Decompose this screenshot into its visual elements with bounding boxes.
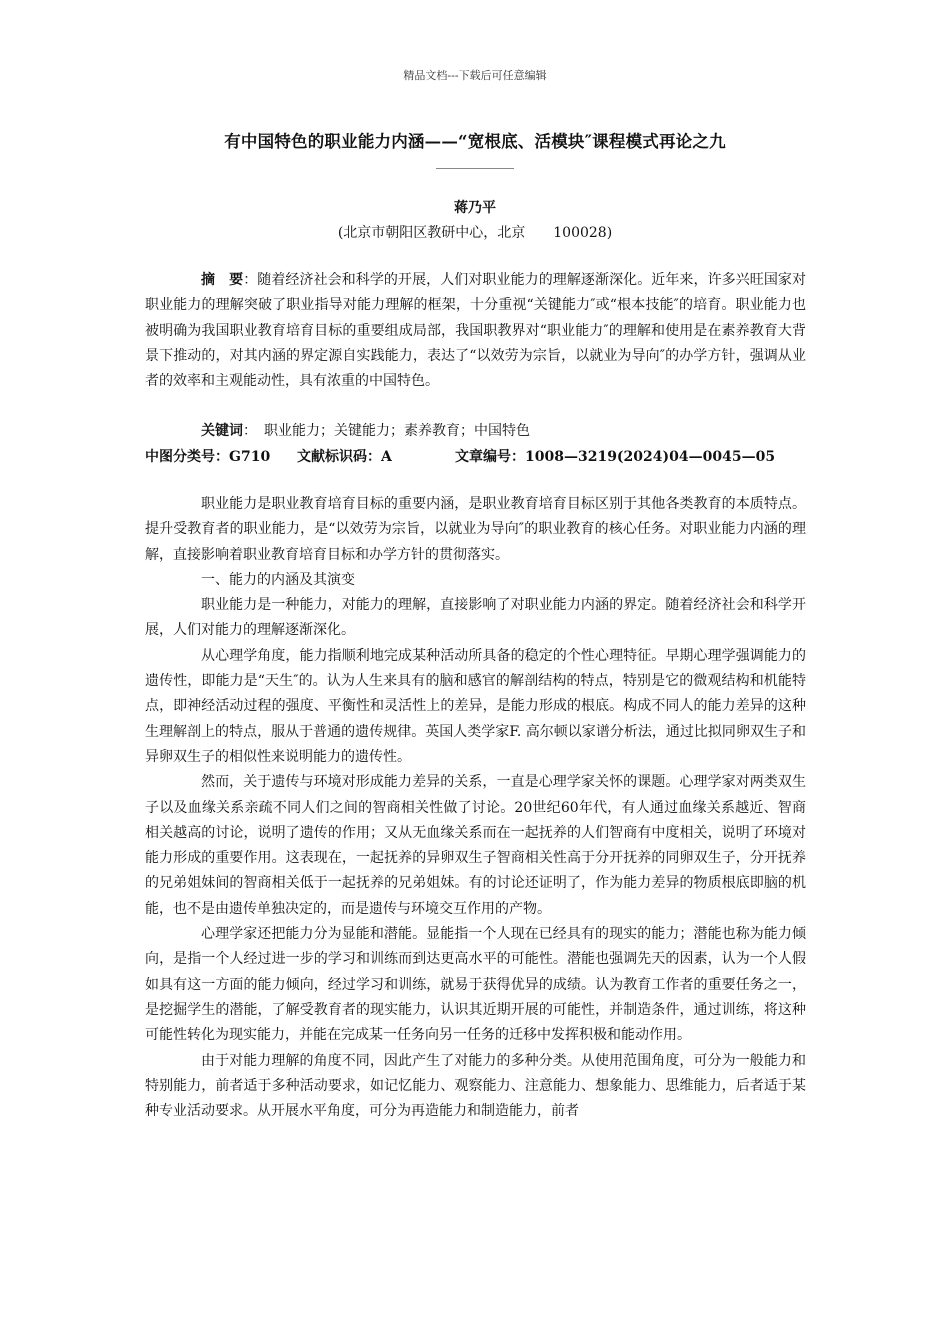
body-paragraph: 由于对能力理解的角度不同，因此产生了对能力的多种分类。从使用范围角度，可分为一般能力和特别能力，前者适于多种活动要求，如记忆能力、观察能力、注意能力、想象能力、思维能力，后者适于某种专业活动要求。从开展水平角度，可分为再造能力和制造能力，前者 [145, 1052, 806, 1120]
header-note: 精品文档---下载后可任意编辑 [403, 69, 547, 82]
section-heading: 一、能力的内涵及其演变 [201, 571, 355, 588]
keywords [201, 419, 530, 444]
keywords-text: ： 职业能力；关键能力；素养教育；中国特色 [243, 423, 530, 439]
author-affiliation: (北京市朝阳区教研中心，北京 100028) [337, 225, 613, 241]
title-divider [436, 168, 514, 169]
abstract-paragraph [145, 268, 806, 394]
body-paragraph: 从心理学角度，能力指顺利地完成某种活动所具备的稳定的个性心理特征。早期心理学强调能力的遗传性，即能力是“天生″的。认为人生来具有的脑和感官的解剖结构的特点，特别是它的微观结构和机能特点，即神经活动过程的强度、平衡性和灵活性上的差异，是能力形成的根底。构成不同人的能力差异的这种生理解剖上的特点，服从于普通的遗传规律。英国人类学家F. 高尔顿以家谱分析法，通过比拟同卵双生子和异卵双生子的相似性来说明能力的遗传性。 [145, 647, 806, 765]
body-paragraph: 职业能力是一种能力，对能力的理解，直接影响了对职业能力内涵的界定。随着经济社会和科学开展，人们对能力的理解逐渐深化。 [145, 597, 806, 639]
body-paragraph: 然而，关于遗传与环境对形成能力差异的关系，一直是心理学家关怀的课题。心理学家对两类双生子以及血缘关系亲疏不同人们之间的智商相关性做了讨论。20世纪60年代，有人通过血缘关系越近、智商相关越高的讨论，说明了遗传的作用；又从无血缘关系而在一起抚养的人们智商有中度相关，说明了环境对能力形成的重要作用。这表现在，一起抚养的异卵双生子智商相关性高于分开抚养的同卵双生子，分开抚养的兄弟姐妹间的智商相关低于一起抚养的兄弟姐妹。有的讨论还证明了，作为能力差异的物质根底即脑的机能，也不是由遗传单独决定的，而是遗传与环境交互作用的产物。 [145, 774, 806, 917]
document-code: 文献标识码：A [297, 449, 392, 465]
keywords-label: 关键词 [201, 423, 243, 439]
clc-number: 中图分类号：G710 [145, 449, 271, 465]
author-name: 蒋乃平 [454, 200, 496, 216]
article-number: 文章编号：1008—3219(2024)04—0045—05 [455, 449, 776, 465]
body-paragraph: 职业能力是职业教育培育目标的重要内涵，是职业教育培育目标区别于其他各类教育的本质特点。提升受教育者的职业能力，是“以效劳为宗旨，以就业为导向″的职业教育的核心任务。对职业能力内涵的理解，直接影响着职业教育培育目标和办学方针的贯彻落实。 [145, 496, 806, 563]
classification-line [145, 445, 775, 470]
abstract-label: 摘 要 [201, 272, 244, 288]
abstract [145, 268, 806, 394]
paper-title: 有中国特色的职业能力内涵——“宽根底、活模块″课程模式再论之九 [224, 132, 726, 151]
body-paragraph: 心理学家还把能力分为显能和潜能。显能指一个人现在已经具有的现实的能力；潜能也称为能力倾向，是指一个人经过进一步的学习和训练而到达更高水平的可能性。潜能也强调先天的因素，认为一个人假如具有这一方面的能力倾向，经过学习和训练，就易于获得优异的成绩。认为教育工作者的重要任务之一，是挖掘学生的潜能，了解受教育者的现实能力，认识其近期开展的可能性，并制造条件，通过训练，将这种可能性转化为现实能力，并能在完成某一任务向另一任务的迁移中发挥积极和能动作用。 [145, 926, 806, 1044]
abstract-text: ：随着经济社会和科学的开展，人们对职业能力的理解逐渐深化。近年来，许多兴旺国家对职业能力的理解突破了职业指导对能力理解的框架，十分重视“关键能力″或“根本技能″的培育。职业能力也被明确为我国职业教育培育目标的重要组成局部，我国职教界对“职业能力″的理解和使用是在素养教育大背景下推动的，对其内涵的界定源自实践能力，表达了“以效劳为宗旨，以就业为导向″的办学方针，强调从业者的效率和主观能动性，具有浓重的中国特色。 [145, 272, 807, 390]
main-text [145, 492, 806, 1124]
